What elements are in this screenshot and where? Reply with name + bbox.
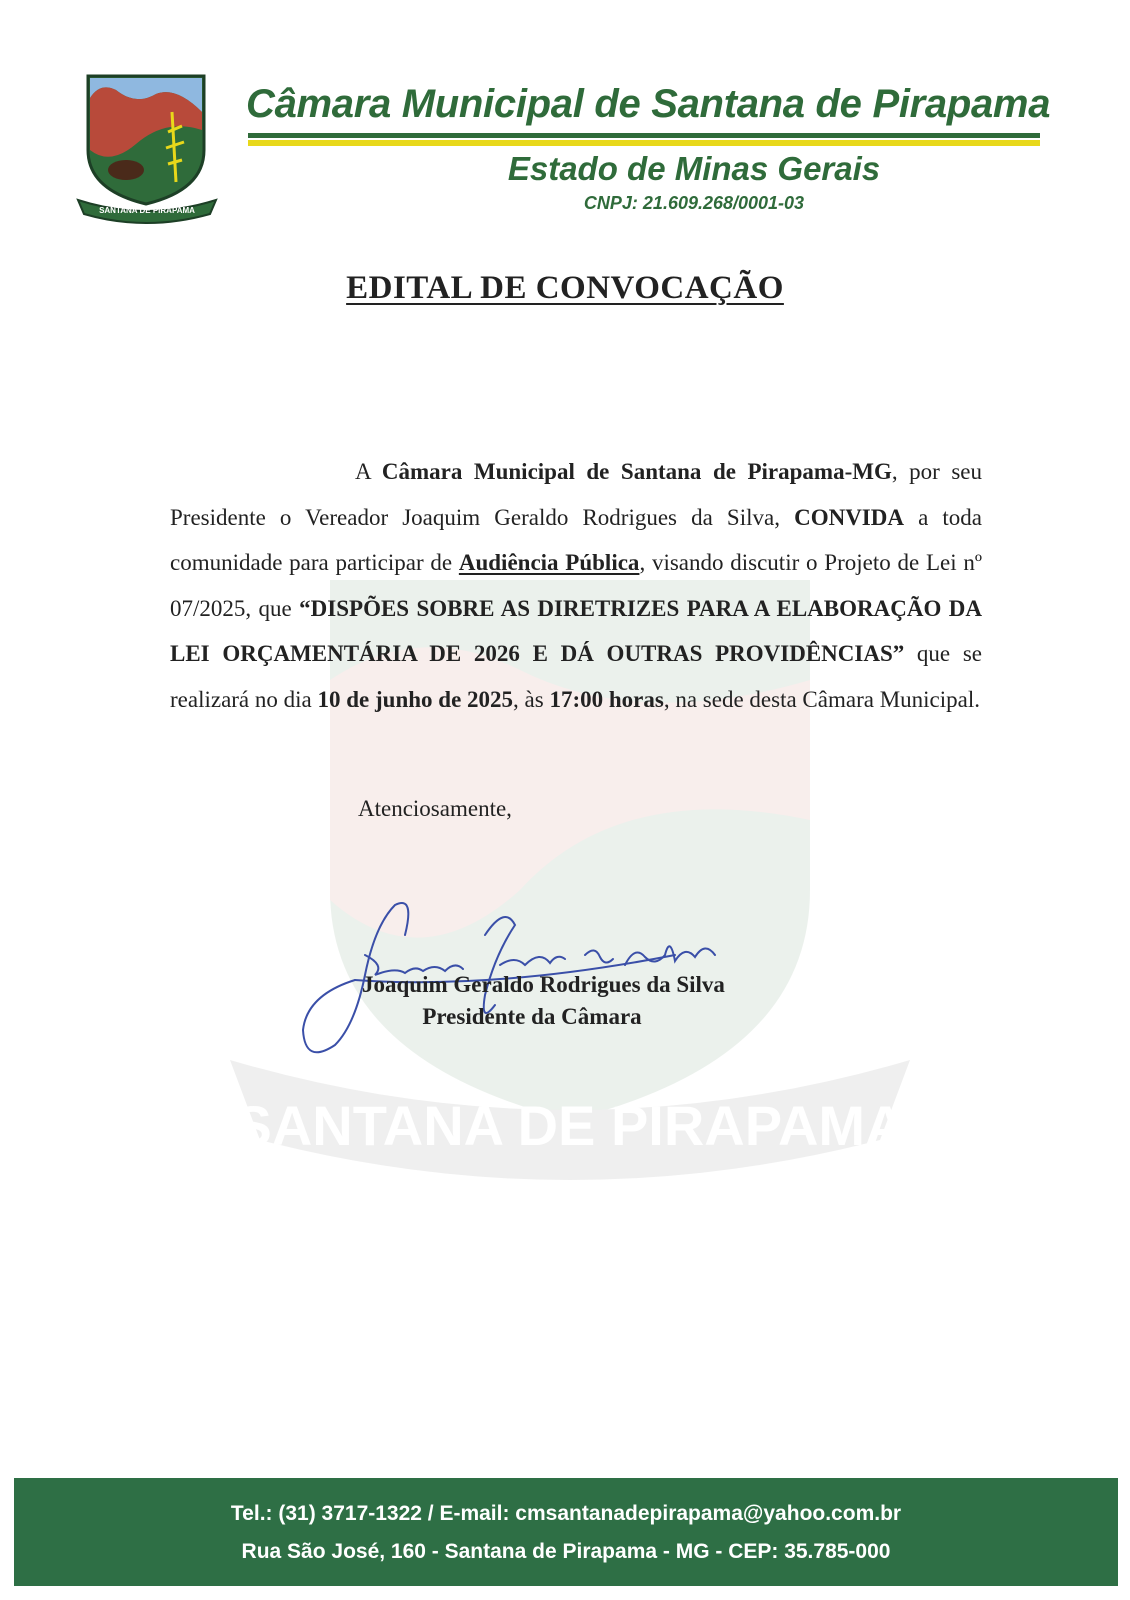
document-title: EDITAL DE CONVOCAÇÃO xyxy=(346,270,784,306)
municipal-crest-logo xyxy=(76,72,218,224)
crest-ribbon-text: SANTANA DE PIRAPAMA xyxy=(99,206,195,215)
header-rule-green xyxy=(248,133,1040,138)
convida-word: CONVIDA xyxy=(794,504,904,530)
event-name: Audiência Pública xyxy=(458,550,640,575)
event-time: 17:00 horas xyxy=(549,686,664,712)
closing-salutation: Atenciosamente, xyxy=(358,796,512,821)
event-date: 10 de junho de 2025 xyxy=(317,686,514,712)
footer-bar xyxy=(14,1478,1118,1586)
watermark-text: SANTANA DE PIRAPAMA xyxy=(234,1094,906,1157)
state-name: Estado de Minas Gerais xyxy=(507,150,881,187)
institution-name: Câmara Municipal de Santana de Pirapama xyxy=(246,82,1051,126)
bill-subject: “DISPÕES SOBRE AS DIRETRIZES PARA A ELABORAÇÃO DA LEI ORÇAMENTÁRIA DE 2026 E DÁ OUTRAS PROVIDÊNCIAS” xyxy=(170,595,982,666)
institution-reference: Câmara Municipal de Santana de Pirapama-MG xyxy=(381,459,892,484)
footer-address: Rua São José, 160 - Santana de Pirapama - MG - CEP: 35.785-000 xyxy=(241,1540,891,1563)
signatory-name: Joaquim Geraldo Rodrigues da Silva xyxy=(362,972,725,997)
document-body: A Câmara Municipal de Santana de Pirapama-MG, por seu Presidente o Vereador Joaquim Geraldo Rodrigues da Silva, CONVIDA a toda comunidade para participar de Audiência Pública, visando discutir o Projeto de Lei nº 07/2025, que “DISPÕES SOBRE AS DIRETRIZES PARA A ELABORAÇÃO DA LEI ORÇAMENTÁRIA DE 2026 E DÁ OUTRAS PROVIDÊNCIAS” que se realizará no dia 10 de junho de 2025, às 17:00 horas, na sede desta Câmara Municipal. xyxy=(170,459,982,712)
header-rule-yellow xyxy=(248,140,1040,146)
footer-contact: Tel.: (31) 3717-1322 / E-mail: cmsantanadepirapama@yahoo.com.br xyxy=(230,1502,902,1525)
signatory-role: Presidente da Câmara xyxy=(422,1004,642,1029)
cnpj-number: CNPJ: 21.609.268/0001-03 xyxy=(583,193,805,213)
